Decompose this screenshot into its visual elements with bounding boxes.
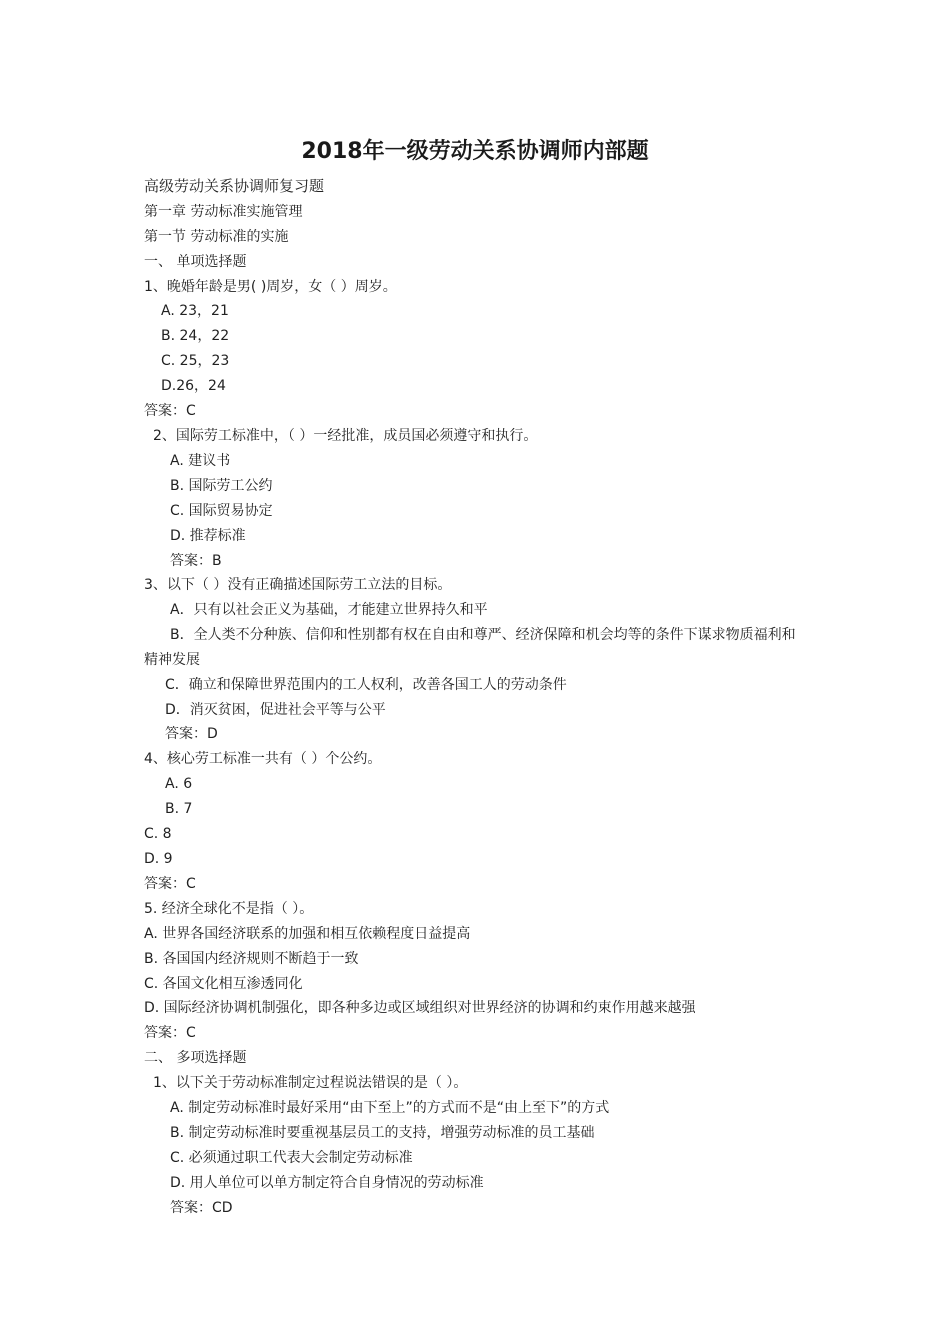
multi-question-1-answer: 答案：CD <box>170 1200 233 1216</box>
question-2: 2、国际劳工标准中，（ ）一经批准，成员国必须遵守和执行。 <box>153 428 538 444</box>
multi-question-1-option-c: C. 必须通过职工代表大会制定劳动标准 <box>170 1150 413 1166</box>
document-title: 2018年一级劳动关系协调师内部题 <box>301 139 649 164</box>
question-4-option-c: C. 8 <box>144 826 172 842</box>
question-4-option-d: D. 9 <box>144 851 173 867</box>
multi-question-1: 1、以下关于劳动标准制定过程说法错误的是（ ）。 <box>153 1075 468 1091</box>
question-4-option-a: A. 6 <box>165 776 193 792</box>
document-subtitle: 高级劳动关系协调师复习题 <box>144 177 325 195</box>
section-heading: 第一节 劳动标准的实施 <box>144 229 289 245</box>
question-1: 1、晚婚年龄是男( )周岁，女（ ）周岁。 <box>144 279 397 295</box>
question-4-answer: 答案：C <box>144 876 196 892</box>
question-1-option-b: B. 24，22 <box>161 328 230 344</box>
question-1-option-a: A. 23，21 <box>161 303 229 319</box>
question-5-option-b: B. 各国国内经济规则不断趋于一致 <box>144 951 359 967</box>
question-1-option-c: C. 25，23 <box>161 353 230 369</box>
question-5-option-c: C. 各国文化相互渗透同化 <box>144 976 303 992</box>
part-heading-single-choice: 一、 单项选择题 <box>144 254 247 270</box>
question-5-answer: 答案：C <box>144 1025 196 1041</box>
multi-question-1-option-d: D. 用人单位可以单方制定符合自身情况的劳动标准 <box>170 1175 484 1191</box>
question-2-option-c: C. 国际贸易协定 <box>170 503 273 519</box>
question-3-option-b: B．全人类不分种族、信仰和性别都有权在自由和尊严、经济保障和机会均等的条件下谋求物质福利和 <box>170 627 796 643</box>
question-3-option-a: A．只有以社会正义为基础，才能建立世界持久和平 <box>170 602 488 618</box>
question-2-answer: 答案：B <box>170 553 222 569</box>
multi-question-1-option-b: B. 制定劳动标准时要重视基层员工的支持，增强劳动标准的员工基础 <box>170 1125 595 1141</box>
question-5-option-a: A. 世界各国经济联系的加强和相互依赖程度日益提高 <box>144 926 471 942</box>
question-3-option-c: C．确立和保障世界范围内的工人权利，改善各国工人的劳动条件 <box>165 677 567 693</box>
question-3-option-d: D．消灭贫困，促进社会平等与公平 <box>165 702 386 718</box>
multi-question-1-option-a: A. 制定劳动标准时最好采用“由下至上”的方式而不是“由上至下”的方式 <box>170 1100 610 1116</box>
question-1-answer: 答案：C <box>144 403 196 419</box>
question-2-option-b: B. 国际劳工公约 <box>170 478 273 494</box>
part-heading-multiple-choice: 二、 多项选择题 <box>144 1050 247 1066</box>
question-5-option-d: D. 国际经济协调机制强化，即各种多边或区域组织对世界经济的协调和约束作用越来越强 <box>144 1000 696 1016</box>
question-1-option-d: D.26，24 <box>161 378 226 394</box>
question-2-option-d: D. 推荐标准 <box>170 528 246 544</box>
question-3-answer: 答案：D <box>165 726 218 742</box>
question-3: 3、以下（ ）没有正确描述国际劳工立法的目标。 <box>144 577 452 593</box>
chapter-heading: 第一章 劳动标准实施管理 <box>144 204 303 220</box>
question-4-option-b: B. 7 <box>165 801 193 817</box>
question-5: 5. 经济全球化不是指（ ）。 <box>144 901 314 917</box>
question-2-option-a: A. 建议书 <box>170 453 231 469</box>
question-3-option-b-continued: 精神发展 <box>144 652 200 668</box>
question-4: 4、核心劳工标准一共有（ ）个公约。 <box>144 751 382 767</box>
